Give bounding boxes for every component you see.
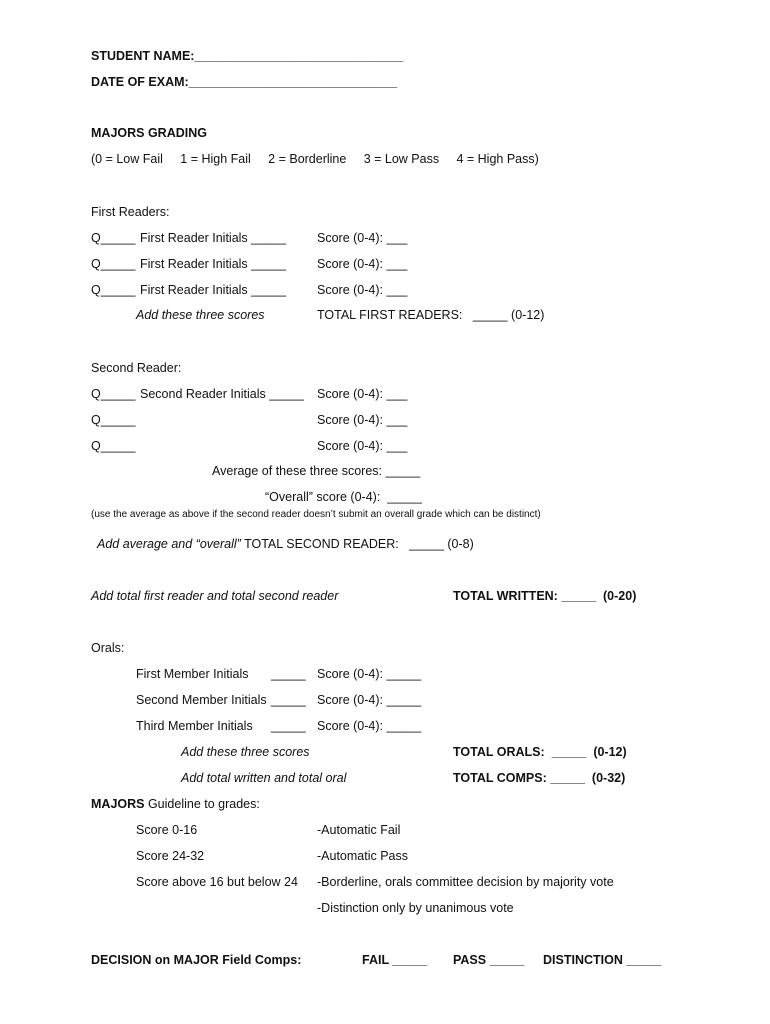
first-reader-initials: First Reader Initials _____ <box>140 257 286 271</box>
total-second-reader-line <box>97 536 474 552</box>
date-of-exam-field: DATE OF EXAM:______________________________ <box>91 75 398 89</box>
guideline-title <box>91 796 260 812</box>
comps-add-note: Add total written and total oral <box>181 771 347 785</box>
second-reader-q: Q_____ <box>91 387 136 401</box>
second-reader-heading: Second Reader: <box>91 361 182 375</box>
second-reader-score: Score (0-4): ___ <box>317 413 408 427</box>
total-first-readers: TOTAL FIRST READERS: _____ (0-12) <box>317 308 545 322</box>
second-reader-q: Q_____ <box>91 413 136 427</box>
oral-member-score: Score (0-4): _____ <box>317 719 422 733</box>
first-reader-initials: First Reader Initials _____ <box>140 231 286 245</box>
written-add-note: Add total first reader and total second reader <box>91 589 339 603</box>
guideline-title-bold: MAJORS <box>91 797 145 811</box>
oral-member-blank: _____ <box>271 719 306 733</box>
guideline-title-rest: Guideline to grades: <box>144 797 260 811</box>
decision-label: DECISION on MAJOR Field Comps: <box>91 953 302 967</box>
decision-fail: FAIL _____ <box>362 953 428 967</box>
majors-grading-title: MAJORS GRADING <box>91 126 207 140</box>
first-readers-heading: First Readers: <box>91 205 170 219</box>
first-reader-q: Q_____ <box>91 257 136 271</box>
second-reader-average: Average of these three scores: _____ <box>212 464 421 478</box>
guideline-score: Score 0-16 <box>136 823 198 837</box>
second-reader-overall: “Overall” score (0-4): _____ <box>265 490 423 504</box>
first-reader-score: Score (0-4): ___ <box>317 231 408 245</box>
second-reader-initials: Second Reader Initials _____ <box>140 387 305 401</box>
oral-member-blank: _____ <box>271 693 306 707</box>
first-reader-score: Score (0-4): ___ <box>317 283 408 297</box>
decision-distinction: DISTINCTION _____ <box>543 953 662 967</box>
oral-member-score: Score (0-4): _____ <box>317 667 422 681</box>
total-orals: TOTAL ORALS: _____ (0-12) <box>453 745 627 759</box>
guideline-score: Score above 16 but below 24 <box>136 875 298 889</box>
second-reader-note: (use the average as above if the second reader doesn’t submit an overall grade which can be distinct) <box>91 509 541 520</box>
oral-member-initials: First Member Initials <box>136 667 249 681</box>
student-name-field: STUDENT NAME:______________________________ <box>91 49 404 63</box>
guideline-score: Score 24-32 <box>136 849 205 863</box>
first-reader-q: Q_____ <box>91 231 136 245</box>
oral-member-blank: _____ <box>271 667 306 681</box>
total-second-reader: TOTAL SECOND READER: _____ (0-8) <box>240 537 474 551</box>
orals-add-note: Add these three scores <box>181 745 310 759</box>
guideline-result: -Distinction only by unanimous vote <box>317 901 514 915</box>
first-reader-score: Score (0-4): ___ <box>317 257 408 271</box>
total-comps: TOTAL COMPS: _____ (0-32) <box>453 771 626 785</box>
second-reader-q: Q_____ <box>91 439 136 453</box>
decision-pass: PASS _____ <box>453 953 525 967</box>
guideline-result: -Borderline, orals committee decision by majority vote <box>317 875 614 889</box>
guideline-result: -Automatic Fail <box>317 823 401 837</box>
oral-member-initials: Third Member Initials <box>136 719 253 733</box>
first-readers-add-note: Add these three scores <box>136 308 265 322</box>
first-reader-q: Q_____ <box>91 283 136 297</box>
oral-member-initials: Second Member Initials <box>136 693 267 707</box>
second-reader-score: Score (0-4): ___ <box>317 387 408 401</box>
grading-scale: (0 = Low Fail 1 = High Fail 2 = Borderline 3 = Low Pass 4 = High Pass) <box>91 152 539 166</box>
second-reader-add-note: Add average and “overall” <box>97 537 241 551</box>
guideline-result: -Automatic Pass <box>317 849 409 863</box>
orals-heading: Orals: <box>91 641 125 655</box>
oral-member-score: Score (0-4): _____ <box>317 693 422 707</box>
first-reader-initials: First Reader Initials _____ <box>140 283 286 297</box>
total-written: TOTAL WRITTEN: _____ (0-20) <box>453 589 637 603</box>
second-reader-score: Score (0-4): ___ <box>317 439 408 453</box>
